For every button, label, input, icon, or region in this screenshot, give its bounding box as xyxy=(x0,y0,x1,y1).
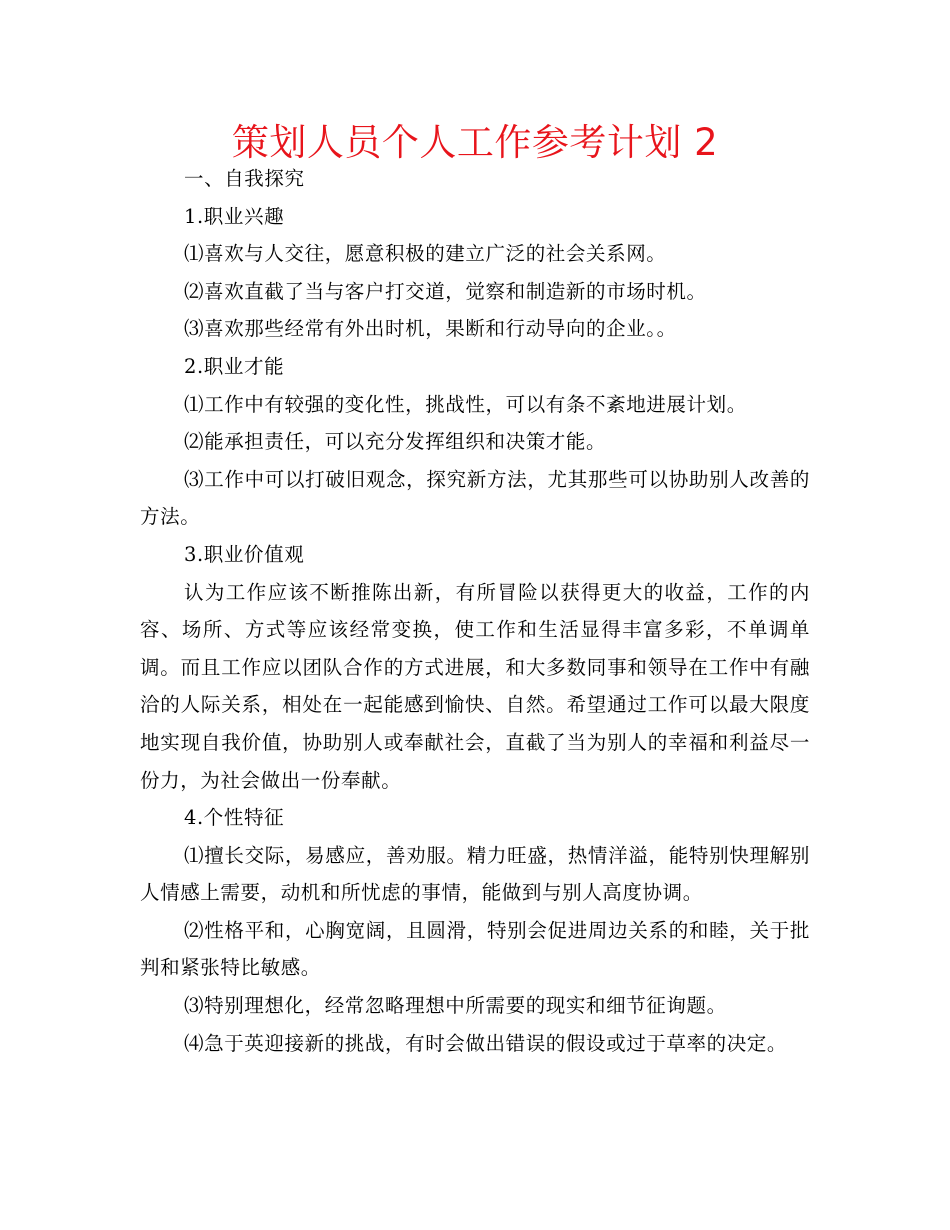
list-item: ⑴工作中有较强的变化性，挑战性，可以有条不紊地进展计划。 xyxy=(184,392,747,416)
document-title: 策划人员个人工作参考计划 2 xyxy=(231,121,719,164)
list-item: ⑴擅长交际，易感应，善劝服。精力旺盛，热情洋溢，能特别快理解别人情感上需要，动机和所忧虑的事情，能做到与别人高度协调。 xyxy=(140,843,810,905)
section-heading: 一、自我探究 xyxy=(184,167,305,190)
list-item: ⑶喜欢那些经常有外出时机，果断和行动导向的企业。。 xyxy=(184,317,677,341)
subsection-heading: 2.职业才能 xyxy=(184,354,285,378)
list-item: ⑴喜欢与人交往，愿意积极的建立广泛的社会关系网。 xyxy=(184,242,667,266)
list-item: ⑷急于英迎接新的挑战，有时会做出错误的假设或过于草率的决定。 xyxy=(184,1031,788,1055)
subsection-heading: 3.职业价值观 xyxy=(184,542,305,566)
list-item: ⑵喜欢直截了当与客户打交道，觉察和制造新的市场时机。 xyxy=(184,279,707,303)
subsection-heading: 4.个性特征 xyxy=(184,806,285,830)
list-item: ⑵性格平和，心胸宽阔，且圆滑，特别会促进周边关系的和睦，关于批判和紧张特比敏感。 xyxy=(140,918,810,980)
list-item: ⑶特别理想化，经常忽略理想中所需要的现实和细节征询题。 xyxy=(184,994,727,1018)
list-item: ⑶工作中可以打破旧观念，探究新方法，尤其那些可以协助别人改善的方法。 xyxy=(140,467,810,529)
body-paragraph: 认为工作应该不断推陈出新，有所冒险以获得更大的收益，工作的内容、场所、方式等应该经常变换，使工作和生活显得丰富多彩，不单调单调。而且工作应以团队合作的方式进展，和大多数同事和领导在工作中有融洽的人际关系，相处在一起能感到愉快、自然。希望通过工作可以最大限度地实现自我价值，协助别人或奉献社会，直截了当为别人的幸福和利益尽一份力，为社会做出一份奉献。 xyxy=(140,580,810,792)
document-body xyxy=(140,160,810,1062)
list-item: ⑵能承担责任，可以充分发挥组织和决策才能。 xyxy=(184,430,607,454)
subsection-heading: 1.职业兴趣 xyxy=(184,204,285,228)
